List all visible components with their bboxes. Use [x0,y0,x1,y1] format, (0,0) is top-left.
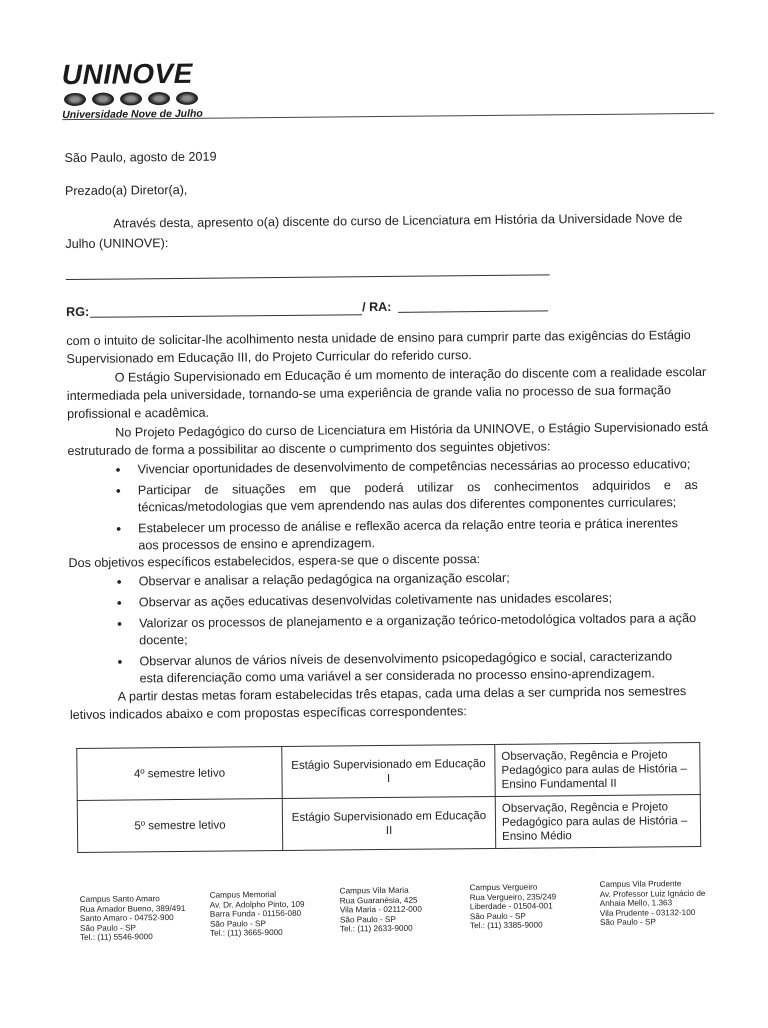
campus-line: Rua Vergueiro, 235/249 [469,891,557,902]
activity-line: Pedagógico para aulas de História – [501,762,687,777]
activity-line: Observação, Regência e Projeto [501,800,669,815]
campus-line: Tel.: (11) 3385-9000 [469,920,543,931]
paragraph-2-line-3: profissional e acadêmica. [66,405,210,422]
campus-line: Tel.: (11) 5546-9000 [80,932,153,943]
salutation: Prezado(a) Diretor(a), [64,182,188,199]
paragraph-3-line-2: estruturado de forma a possibilitar ao discente o cumprimento dos seguintes objetivos: [67,439,551,459]
specific-objectives-intro: Dos objetivos específicos estabelecidos, espera-se que o discente possa: [68,552,481,571]
specific-objectives-list [115,568,700,692]
logo-wordmark: UNINOVE [61,57,194,91]
specific-objective-item: • Observar alunos de vários níveis de desenvolvimento psicopedagógico e social, caracterizando esta diferenciação como uma variável a ser considerada no processo ensino-aprendizagem. [115,648,699,688]
activity-line: Observação, Regência e Projeto [501,748,668,763]
campus-line: Av. Dr. Adolpho Pinto, 109 [209,899,305,910]
campus-line: São Paulo - SP [339,914,396,925]
campus-name: Campus Santo Amaro [79,894,160,904]
campus-line: Barra Funda - 01156-080 [209,909,302,919]
ra-label: / RA: [361,299,392,315]
campus-footer [80,877,721,943]
ra-field[interactable] [398,310,548,312]
activity-cell [495,794,700,848]
campus-line: Tel.: (11) 2633-9000 [339,924,413,934]
activity-line: Ensino Fundamental II [501,777,617,791]
campus-name: Campus Vila Prudente [599,879,682,889]
campus-line: Tel.: (11) 3665-9000 [209,928,283,939]
table-row [77,794,700,852]
campus-name: Campus Vila Maria [339,885,409,896]
campus-memorial [210,890,330,942]
specific-objective-item: • Observar e analisar a relação pedagógica na organização escolar; [115,568,699,591]
campus-line: Vila Maria - 02112-000 [339,904,422,915]
activity-line: Ensino Médio [502,829,572,843]
rg-label: RG: [65,304,90,320]
paragraph-1-line-2: Supervisionado em Educação III, do Projeto Curricular do referido curso. [66,348,472,367]
campus-line: Rua Amador Bueno, 389/491 [79,903,186,914]
specific-objective-item: • Observar as ações educativas desenvolvidas coletivamente nas unidades escolares; [115,589,699,612]
rg-field[interactable] [90,314,362,318]
date-line: São Paulo, agosto de 2019 [64,149,217,166]
course-cell: Estágio Supervisionado em Educação II [282,796,495,850]
table-row [77,742,700,800]
campus-line: Anhaia Mello, 1.363 [599,898,673,909]
paragraph-2-line-2: intermediada pela universidade, tornando-se uma experiência de grande valia no processo de sua formação [66,383,672,404]
paragraph-3-line-1: No Projeto Pedagógico do curso de Licenciatura em História da UNINOVE, o Estágio Supervisionado está [115,419,709,440]
uninove-logo [61,57,203,122]
paragraph-2-line-1: O Estágio Supervisionado em Educação é um momento de interação do discente com a realidade escolar [114,364,707,385]
campus-line: Vila Prudente - 03132-100 [599,907,696,918]
semester-stages-table [76,742,701,853]
campus-line: Rua Guaranésia, 425 [339,895,418,906]
campus-line: São Paulo - SP [599,917,656,928]
campus-name: Campus Vergueiro [469,882,538,893]
objective-item: • Participar de situações em que poderá utilizar os conhecimentos adquiridos e as técnicas/metodologias que vem aprendendo nas aulas dos diferentes componentes curriculares; [114,477,698,517]
intro-line-1: Através desta, apresento o(a) discente do curso de Licenciatura em História da Universidade Nove de [113,211,683,231]
paragraph-4-line-2: letivos indicados abaixo e com propostas específicas correspondentes: [69,704,467,723]
student-name-field[interactable] [66,274,550,280]
objective-item: • Estabelecer um processo de análise e reflexão acerca da relação entre teoria e prática inerentes aos processos de ensino e aprendizagem. [114,515,698,555]
campus-line: Av. Professor Luiz Ignácio de [599,888,706,899]
campus-name: Campus Memorial [209,890,277,900]
logo-subtitle: Universidade Nove de Julho [62,107,203,122]
campus-line: São Paulo - SP [469,911,526,921]
semester-cell: 5º semestre letivo [77,798,282,852]
intro-line-2: Julho (UNINOVE): [65,236,169,252]
logo-dots-icon [64,92,203,106]
paragraph-1-line-1: com o intuito de solicitar-lhe acolhimento nesta unidade de ensino para cumprir parte das exigências do Estágio [66,328,691,349]
campus-vergueiro [470,882,591,939]
paragraph-4-line-1: A partir destas metas foram estabelecidas três etapas, cada uma delas a ser cumprida nos semestres [117,684,687,704]
specific-objective-item: • Valorizar os processos de planejamento e a organização teórico-metodológica voltados para a ação docente; [115,610,699,650]
campus-line: Liberdade - 01504-001 [469,901,553,912]
campus-line: São Paulo - SP [209,918,266,929]
activity-line: Pedagógico para aulas de História – [501,814,688,829]
objective-item: • Vivenciar oportunidades de desenvolvimento de competências necessárias ao processo educativo; [114,456,698,479]
semester-cell: 4º semestre letivo [77,746,282,800]
campus-santo-amaro [80,894,200,943]
campus-line: São Paulo - SP [79,923,137,933]
campus-vila-prudente [600,879,721,938]
course-cell: Estágio Supervisionado em Educação I [282,744,495,798]
campus-vila-maria [340,885,461,940]
activity-cell [495,742,700,796]
objectives-list [114,456,699,559]
campus-line: Santo Amaro - 04752-900 [79,913,174,924]
